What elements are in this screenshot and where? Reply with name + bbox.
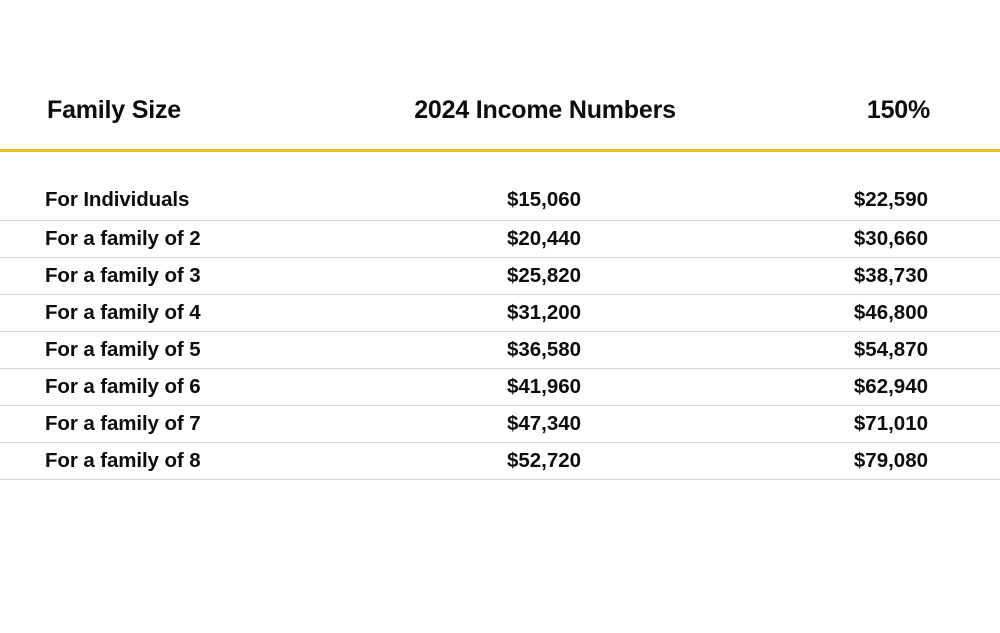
cell-family-size: For a family of 3 [45,264,201,287]
table-header [0,96,1000,151]
cell-percent: $30,660 [853,227,928,250]
cell-family-size: For a family of 7 [45,412,201,435]
table-header-row [0,96,1000,151]
cell-income: $15,060 [506,188,582,211]
table-body [0,151,1000,480]
cell-percent: $38,730 [853,264,928,287]
cell-family-size: For a family of 4 [45,301,201,324]
cell-income: $20,440 [506,227,582,250]
column-header-family-size: Family Size [47,96,181,124]
cell-percent: $71,010 [853,412,928,435]
cell-percent: $46,800 [853,301,928,324]
cell-family-size: For a family of 6 [45,375,201,398]
cell-income: $31,200 [506,301,582,324]
cell-family-size: For a family of 5 [45,338,201,361]
cell-income: $47,340 [506,412,582,435]
cell-percent: $54,870 [853,338,928,361]
table-row [0,295,1000,332]
table-row [0,332,1000,369]
column-header-percent: 150% [866,96,930,124]
column-header-income: 2024 Income Numbers [414,96,676,124]
cell-family-size: For Individuals [45,188,190,211]
cell-family-size: For a family of 2 [45,227,201,250]
table-row [0,443,1000,480]
cell-income: $25,820 [506,264,582,287]
cell-percent: $22,590 [853,188,928,211]
cell-income: $52,720 [506,449,582,472]
income-guidelines-table [0,96,1000,480]
cell-percent: $79,080 [853,449,928,472]
table-row [0,151,1000,221]
table-row [0,369,1000,406]
cell-percent: $62,940 [853,375,928,398]
income-table-container [0,96,1000,480]
table-row [0,406,1000,443]
table-row [0,221,1000,258]
cell-family-size: For a family of 8 [45,449,201,472]
cell-income: $41,960 [506,375,582,398]
cell-income: $36,580 [506,338,582,361]
table-row [0,258,1000,295]
